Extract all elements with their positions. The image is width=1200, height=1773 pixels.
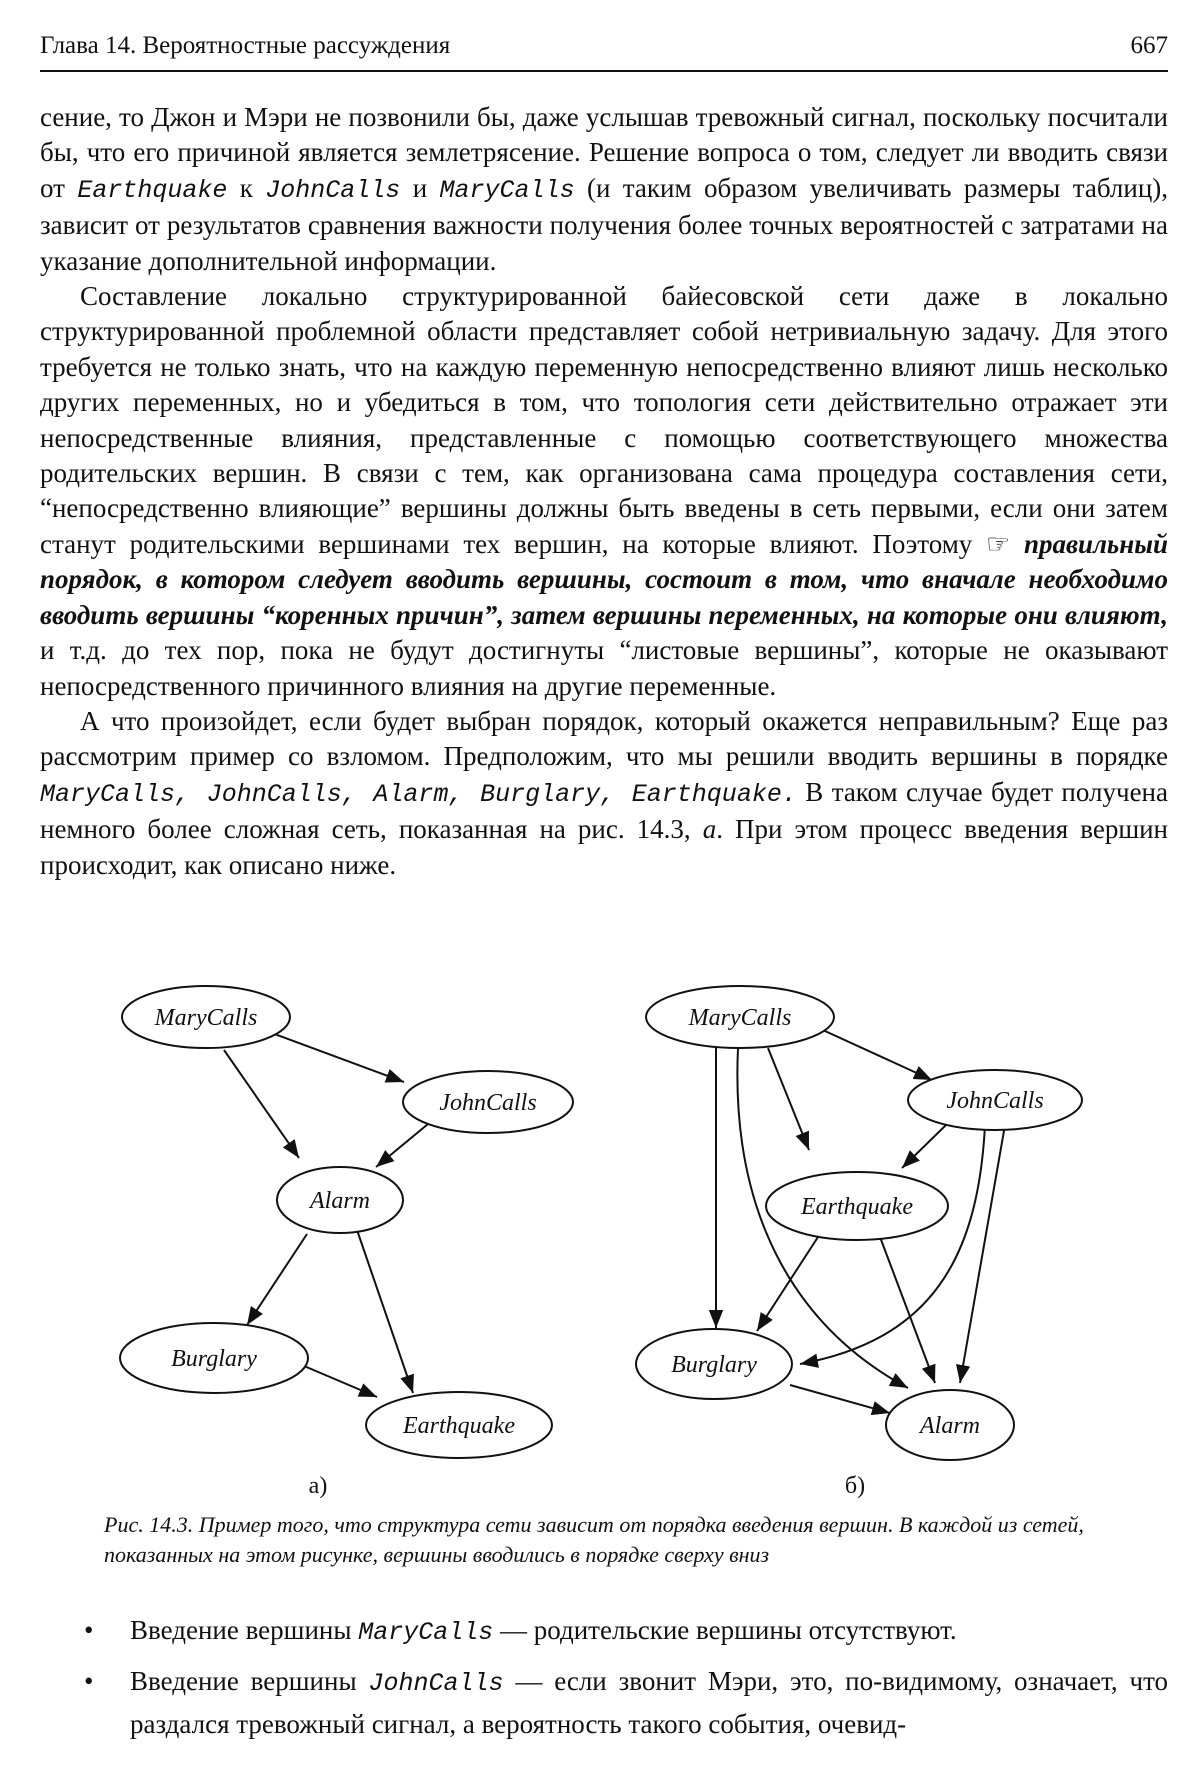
paragraph-2 xyxy=(40,279,1168,704)
edge-b-johncalls-earthquake xyxy=(902,1125,946,1168)
bullet-2-code: JohnCalls xyxy=(368,1669,504,1698)
bullet-2-text: — если звонит Мэри, это, по-видимому, означает, что раздался тревожный сигнал, а вероятность такого события, очевид- xyxy=(130,1666,1169,1739)
bullet-dot-icon: • xyxy=(84,1666,94,1696)
label-a-earthquake: Earthquake xyxy=(403,1413,515,1439)
label-b-marycalls: MaryCalls xyxy=(688,1005,792,1031)
page-number: 667 xyxy=(1130,32,1168,59)
label-b-alarm: Alarm xyxy=(920,1413,980,1439)
bullet-1-text: — родительские вершины отсутствуют. xyxy=(493,1615,957,1645)
p3-code-order: MaryCalls, JohnCalls, Alarm, Burglary, Earthquake. xyxy=(40,779,797,809)
bullet-1-code: MaryCalls xyxy=(358,1618,494,1647)
list-item xyxy=(40,1661,1168,1744)
edge-b-marycalls-johncalls xyxy=(814,1026,932,1080)
p1-text-1: сение, то Джон и Мэри не позвонили бы, даже услышав тревожный сигнал, поскольку посчитали бы, что его причиной является землетрясение. Решение вопроса о том, следует ли вводить связи от xyxy=(40,102,1168,203)
p2-emphasis: правильный порядок, в котором следует вводить вершины, состоит в том, что вначале необходимо вводить вершины “коренных причин”, затем вершины переменных, на которые они влияют, xyxy=(40,528,1169,630)
p1-text-2: к xyxy=(227,172,266,203)
label-a-burglary: Burglary xyxy=(171,1346,257,1372)
edge-a-marycalls-alarm xyxy=(224,1050,299,1158)
label-b-johncalls: JohnCalls xyxy=(946,1088,1044,1114)
label-a-johncalls: JohnCalls xyxy=(439,1090,537,1116)
body-text xyxy=(40,100,1168,883)
label-a-marycalls: MaryCalls xyxy=(154,1005,258,1031)
p3-text-3: . При этом процесс введения вершин происходит, как описано ниже. xyxy=(40,814,1169,880)
bullet-2-prefix: Введение вершины xyxy=(130,1666,369,1696)
edge-b-burglary-alarm xyxy=(790,1385,890,1413)
running-header xyxy=(40,26,1168,72)
figure-caption: Рис. 14.3. Пример того, что структура сети зависит от порядка введения вершин. В каждой из сетей, показанных на этом рисунке, вершины вводились в порядке сверху вниз xyxy=(104,1512,1084,1567)
bullet-1-prefix: Введение вершины xyxy=(130,1615,359,1645)
label-a-alarm: Alarm xyxy=(310,1188,370,1214)
subfigure-label-a: а) xyxy=(308,1473,328,1499)
p2-text-1: Составление локально структурированной байесовской сети даже в локально структурированной проблемной области представляет собой нетривиальную задачу. Для этого требуется не только знать, что на каждую переменную непосредственно влияют лишь несколько других переменных, но и убедиться в том, что топология сети действительно отражает эти непосредственные влияния, представленные с помощью соответствующего множества родительских вершин. В связи с тем, как организована сама процедура составления сети, “непосредственно влияющие” вершины должны быть введены в сеть первыми, если они затем станут родительскими вершинами тех вершин, на которые влияют. Поэтому xyxy=(40,281,1168,559)
label-b-burglary: Burglary xyxy=(671,1352,757,1378)
list-item xyxy=(40,1610,1168,1653)
p1-text-4: (и таким образом увеличивать размеры таблиц), зависит от результатов сравнения важности получения более точных вероятностей с затратами на указание дополнительной информации. xyxy=(40,172,1169,276)
edge-a-johncalls-alarm xyxy=(376,1124,428,1167)
bullet-list xyxy=(40,1610,1168,1752)
paragraph-3 xyxy=(40,704,1168,883)
p1-code-earthquake: Earthquake xyxy=(77,175,228,205)
bullet-dot-icon: • xyxy=(84,1615,94,1645)
edge-b-marycalls-earthquake xyxy=(768,1048,809,1150)
chapter-title: Глава 14. Вероятностные рассуждения xyxy=(40,32,451,59)
pointing-hand-icon: ☞ xyxy=(986,528,1011,559)
p3-text-1: А что произойдет, если будет выбран порядок, который окажется неправильным? Еще раз рассмотрим пример со взломом. Предположим, что мы решили вводить вершины в порядке xyxy=(40,705,1168,772)
p1-code-johncalls: JohnCalls xyxy=(265,175,401,205)
p1-text-3: и xyxy=(400,172,440,203)
p3-text-2: В таком случае будет получена немного более сложная сеть, показанная на рис. 14.3, xyxy=(40,776,1168,845)
p2-text-2: и т.д. до тех пор, пока не будут достигнуты “листовые вершины”, которые не оказывают непосредственного причинного влияния на другие переменные. xyxy=(40,635,1168,701)
subfigure-label-b: б) xyxy=(844,1473,866,1499)
label-b-earthquake: Earthquake xyxy=(801,1194,913,1220)
bayes-net-diagrams xyxy=(0,960,1200,1500)
p3-fig-ref: а xyxy=(702,814,717,845)
edge-b-earthquake-burglary xyxy=(757,1237,818,1331)
figure-14-3 xyxy=(0,960,1200,1500)
edge-a-alarm-burglary xyxy=(247,1234,307,1325)
edge-a-marycalls-johncalls xyxy=(272,1033,404,1082)
edge-a-alarm-earthquake xyxy=(357,1230,413,1393)
paragraph-1 xyxy=(40,100,1168,279)
p1-code-marycalls: MaryCalls xyxy=(439,175,575,205)
edge-b-earthquake-alarm xyxy=(880,1237,935,1383)
